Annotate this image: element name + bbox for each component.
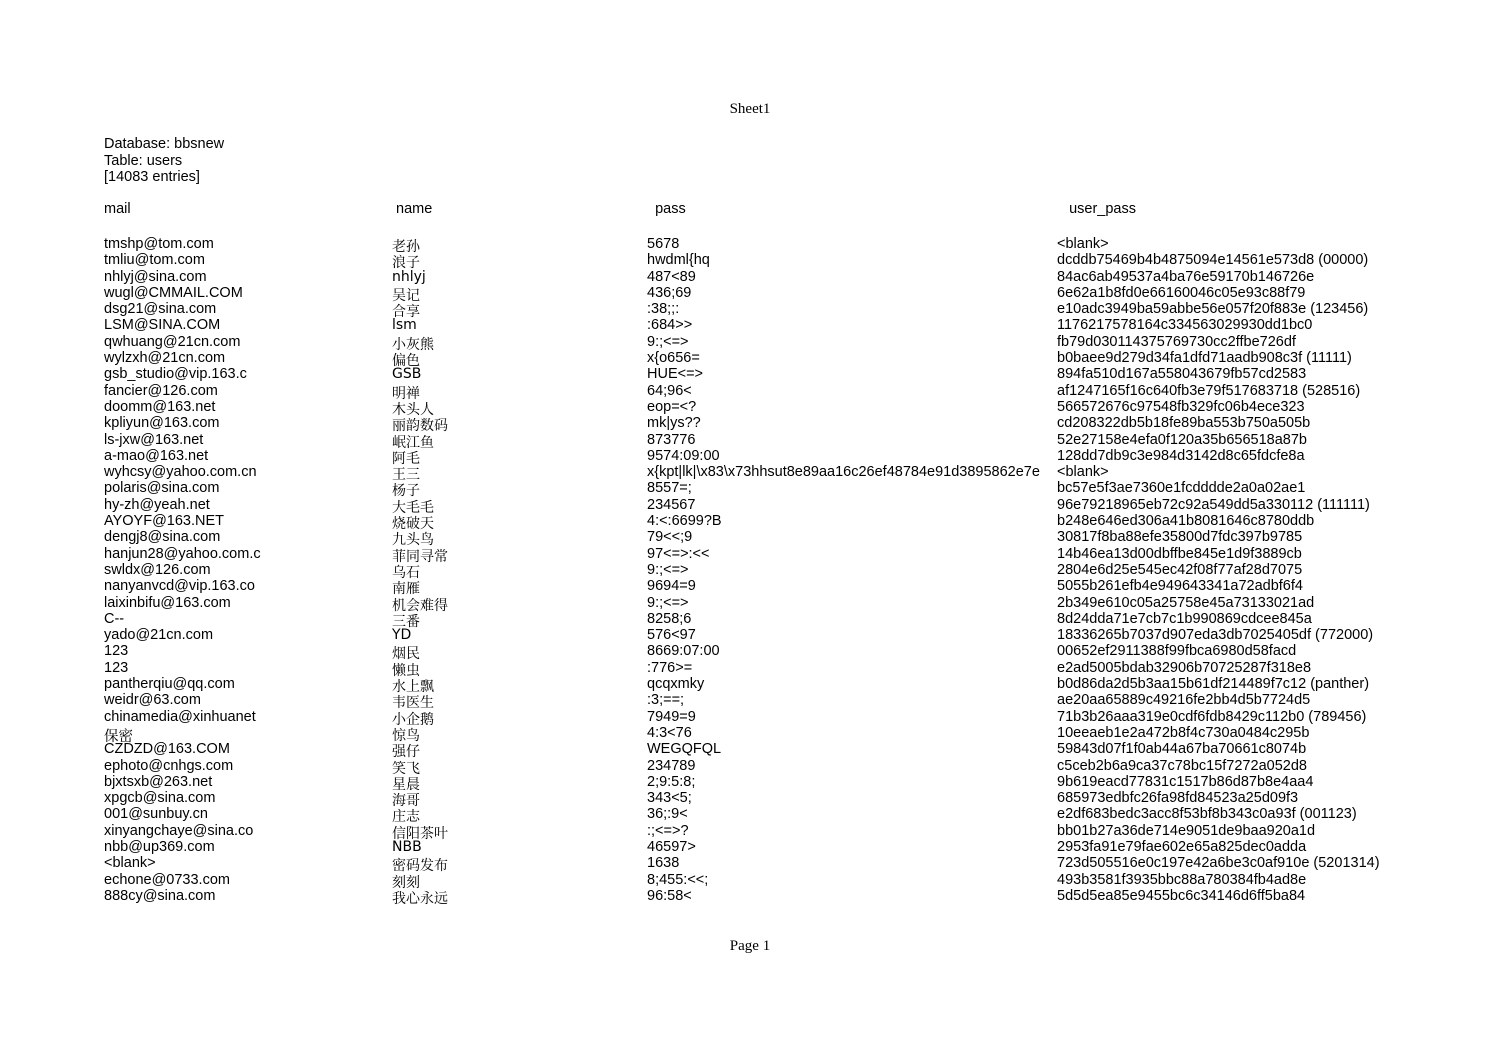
data-table: [104, 201, 1444, 907]
cell-name: 偏色: [392, 353, 420, 370]
cell-pass: 234567: [647, 496, 696, 513]
cell-mail: laixinbifu@163.com: [104, 594, 231, 611]
cell-pass: 9:;<=>: [647, 594, 689, 611]
table-row: [104, 480, 1444, 500]
cell-mail: tmshp@tom.com: [104, 236, 214, 252]
table-row: [104, 464, 1444, 484]
cell-mail: 888cy@sina.com: [104, 887, 216, 904]
table-row: [104, 708, 1444, 728]
table-row: [104, 887, 1444, 907]
table-row: [104, 496, 1444, 516]
table-row: [104, 855, 1444, 875]
cell-name: 惊鸟: [392, 727, 420, 744]
table-row: [104, 561, 1444, 581]
cell-user-pass: 30817f8ba88efe35800d7fdc397b9785: [1057, 529, 1303, 546]
table-row: [104, 398, 1444, 418]
sheet-title: Sheet1: [729, 101, 771, 117]
cell-name: 丽韵数码: [392, 418, 448, 435]
cell-pass: 36;:9<: [647, 806, 688, 823]
cell-pass: 64;96<: [647, 382, 692, 399]
cell-mail: wylzxh@21cn.com: [104, 350, 226, 367]
column-header-mail: mail: [104, 201, 131, 217]
database-label: Database: bbsnew: [104, 136, 225, 152]
cell-pass: hwdml{hq: [647, 252, 710, 269]
cell-name: 韦医生: [392, 695, 434, 712]
cell-name: 九头鸟: [392, 532, 434, 549]
table-row: [104, 333, 1444, 353]
cell-user-pass: 566572676c97548fb329fc06b4ece323: [1057, 398, 1305, 415]
cell-user-pass: e10adc3949ba59abbe56e057f20f883e (123456): [1057, 301, 1369, 318]
cell-mail: fancier@126.com: [104, 382, 218, 399]
cell-pass: 234789: [647, 757, 696, 774]
cell-name: 刻刻: [392, 874, 420, 891]
cell-mail: doomm@163.net: [104, 398, 216, 415]
table-row: [104, 871, 1444, 891]
cell-user-pass: 14b46ea13d00dbffbe845e1d9f3889cb: [1057, 545, 1302, 562]
table-row: [104, 284, 1444, 304]
column-header-name: name: [396, 201, 433, 217]
table-row: [104, 366, 1444, 382]
cell-user-pass: 6e62a1b8fd0e66160046c05e93c88f79: [1057, 284, 1306, 301]
cell-user-pass: af1247165f16c640fb3e79f517683718 (528516): [1057, 382, 1361, 399]
cell-name: 懒虫: [392, 662, 420, 679]
cell-name: 笑飞: [392, 760, 420, 777]
cell-mail: ephoto@cnhgs.com: [104, 757, 234, 774]
cell-name: 岷江鱼: [392, 434, 434, 451]
cell-mail: dsg21@sina.com: [104, 301, 217, 318]
cell-name: GSB: [392, 366, 422, 383]
cell-pass: 4:3<76: [647, 724, 692, 741]
cell-name: 庄志: [392, 809, 420, 826]
cell-pass: HUE<=>: [647, 366, 704, 383]
column-header-pass: pass: [655, 201, 686, 217]
cell-pass: 9:;<=>: [647, 561, 689, 578]
cell-mail: wugl@CMMAIL.COM: [104, 284, 243, 301]
cell-user-pass: b0d86da2d5b3aa15b61df214489f7c12 (panther): [1057, 676, 1370, 693]
table-row: [104, 790, 1444, 810]
cell-pass: 487<89: [647, 268, 696, 285]
cell-name: 明禅: [392, 385, 420, 402]
table-row: [104, 252, 1444, 272]
cell-mail: 123: [104, 643, 129, 660]
cell-mail: 123: [104, 659, 129, 676]
cell-user-pass: 9b619eacd77831c1517b86d87b8e4aa4: [1057, 773, 1314, 790]
cell-pass: 343<5;: [647, 790, 692, 807]
cell-user-pass: 59843d07f1f0ab44a67ba70661c8074b: [1057, 741, 1307, 758]
table-label: Table: users: [104, 152, 183, 169]
cell-mail: xinyangchaye@sina.co: [104, 822, 254, 839]
cell-name: 密码发布: [392, 858, 448, 875]
cell-user-pass: e2df683bedc3acc8f53bf8b343c0a93f (001123): [1057, 806, 1357, 823]
cell-pass: 9:;<=>: [647, 333, 689, 350]
cell-mail: CZDZD@163.COM: [104, 741, 230, 758]
cell-user-pass: <blank>: [1057, 236, 1109, 252]
table-header-row: [104, 201, 1444, 236]
cell-mail: nbb@up369.com: [104, 838, 215, 855]
table-row: [104, 269, 1444, 285]
cell-mail: pantherqiu@qq.com: [104, 676, 235, 693]
table-row: [104, 627, 1444, 643]
cell-user-pass: 128dd7db9c3e984d3142d8c65fdcfe8a: [1057, 447, 1305, 464]
cell-pass: 8;455:<<;: [647, 871, 709, 888]
cell-user-pass: b0baee9d279d34fa1dfd71aadb908c3f (11111): [1057, 350, 1352, 367]
cell-pass: x{kpt|lk|\x83\x73hhsut8e89aa16c26ef48784e91d3895862e7e: [647, 464, 1040, 481]
table-row: [104, 806, 1444, 826]
cell-mail: AYOYF@163.NET: [104, 513, 225, 530]
cell-pass: mk|ys??: [647, 415, 701, 432]
cell-name: 烟民: [392, 646, 420, 663]
cell-name: 吴记: [392, 287, 420, 304]
cell-user-pass: cd208322db5b18fe89ba553b750a505b: [1057, 415, 1311, 432]
entries-count: [14083 entries]: [104, 169, 200, 185]
cell-name: 海哥: [392, 793, 420, 810]
table-row: [104, 545, 1444, 565]
cell-user-pass: c5ceb2b6a9ca37c78bc15f7272a052d8: [1057, 757, 1307, 774]
table-row: [104, 692, 1444, 712]
cell-user-pass: 2953fa91e79fae602e65a825dec0adda: [1057, 838, 1307, 855]
cell-user-pass: 10eeaeb1e2a472b8f4c730a0484c295b: [1057, 724, 1310, 741]
cell-pass: qcqxmky: [647, 676, 705, 693]
cell-name: 杨子: [392, 483, 420, 500]
cell-name: 星晨: [392, 776, 420, 793]
cell-name: 合享: [392, 304, 420, 321]
table-row: [104, 839, 1444, 855]
cell-pass: x{o656=: [647, 350, 700, 367]
cell-user-pass: 8d24dda71e7cb7c1b990869cdcee845a: [1057, 610, 1312, 627]
cell-user-pass: 00652ef2911388f99fbca6980d58facd: [1057, 643, 1297, 660]
cell-name: 我心永远: [392, 890, 448, 907]
table-row: [104, 513, 1444, 533]
cell-pass: 46597>: [647, 838, 696, 855]
cell-name: 小灰熊: [392, 336, 434, 353]
table-row: [104, 773, 1444, 793]
cell-pass: 5678: [647, 236, 680, 252]
cell-mail: qwhuang@21cn.com: [104, 333, 241, 350]
cell-name: 木头人: [392, 401, 434, 418]
cell-pass: WEGQFQL: [647, 741, 722, 758]
cell-name: 南雁: [392, 581, 420, 598]
cell-pass: 8669:07:00: [647, 643, 720, 660]
cell-mail: nanyanvcd@vip.163.co: [104, 578, 255, 595]
table-row: [104, 431, 1444, 451]
table-row: [104, 382, 1444, 402]
cell-name: 大毛毛: [392, 499, 434, 516]
cell-pass: 1638: [647, 855, 680, 872]
cell-pass: 436;69: [647, 284, 692, 301]
cell-user-pass: 96e79218965eb72c92a549dd5a330112 (111111): [1057, 496, 1370, 513]
cell-mail: bjxtsxb@263.net: [104, 773, 213, 790]
table-row: [104, 447, 1444, 467]
cell-mail: LSM@SINA.COM: [104, 317, 221, 334]
cell-pass: :3;==;: [647, 692, 685, 709]
table-row: [104, 757, 1444, 777]
cell-name: YD: [392, 627, 412, 644]
cell-mail: hanjun28@yahoo.com.c: [104, 545, 261, 562]
cell-pass: 97<=>:<<: [647, 545, 710, 562]
table-row: [104, 610, 1444, 630]
cell-user-pass: 52e27158e4efa0f120a35b656518a87b: [1057, 431, 1307, 448]
cell-mail: yado@21cn.com: [104, 627, 214, 644]
cell-name: NBB: [392, 838, 422, 855]
cell-mail: gsb_studio@vip.163.c: [104, 366, 247, 383]
cell-mail: chinamedia@xinhuanet: [104, 708, 256, 725]
cell-mail: tmliu@tom.com: [104, 252, 205, 269]
cell-pass: 96:58<: [647, 887, 692, 904]
cell-user-pass: 493b3581f3935bbc88a780384fb4ad8e: [1057, 871, 1307, 888]
cell-mail: swldx@126.com: [104, 561, 211, 578]
cell-user-pass: 723d505516e0c197e42a6be3c0af910e (5201314): [1057, 855, 1380, 872]
cell-mail: weidr@63.com: [104, 692, 201, 709]
table-body: [104, 236, 1444, 907]
cell-mail: polaris@sina.com: [104, 480, 220, 497]
table-row: [104, 659, 1444, 679]
cell-pass: 7949=9: [647, 708, 696, 725]
table-row: [104, 317, 1444, 333]
cell-user-pass: bc57e5f3ae7360e1fcdddde2a0a02ae1: [1057, 480, 1306, 497]
cell-name: 水上飘: [392, 679, 434, 696]
table-row: [104, 578, 1444, 598]
cell-pass: 8258;6: [647, 610, 692, 627]
cell-mail: dengj8@sina.com: [104, 529, 221, 546]
cell-name: 三番: [392, 613, 420, 630]
cell-name: 烧破天: [392, 516, 434, 533]
cell-name: nhlyj: [392, 268, 426, 285]
cell-pass: 9574:09:00: [647, 447, 720, 464]
cell-mail: hy-zh@yeah.net: [104, 496, 210, 513]
cell-pass: 2;9:5:8;: [647, 773, 696, 790]
table-row: [104, 594, 1444, 614]
table-row: [104, 236, 1444, 255]
cell-user-pass: fb79d030114375769730cc2ffbe726df: [1057, 333, 1296, 350]
cell-user-pass: 2804e6d25e545ec42f08f77af28d7075: [1057, 561, 1303, 578]
cell-name: 机会难得: [392, 597, 448, 614]
cell-user-pass: dcddb75469b4b4875094e14561e573d8 (00000): [1057, 252, 1369, 269]
cell-mail: 保密: [104, 728, 133, 745]
cell-user-pass: 894fa510d167a558043679fb57cd2583: [1057, 366, 1307, 383]
cell-pass: 8557=;: [647, 480, 692, 497]
cell-user-pass: 18336265b7037d907eda3db7025405df (772000): [1057, 627, 1374, 644]
table-row: [104, 822, 1444, 842]
cell-user-pass: 84ac6ab49537a4ba76e59170b146726e: [1057, 268, 1315, 285]
cell-name: 王三: [392, 467, 420, 484]
cell-mail: kpliyun@163.com: [104, 415, 220, 432]
column-header-user-pass: user_pass: [1069, 201, 1136, 217]
cell-mail: nhlyj@sina.com: [104, 268, 207, 285]
cell-user-pass: b248e646ed306a41b8081646c8780ddb: [1057, 513, 1315, 530]
cell-user-pass: 2b349e610c05a25758e45a73133021ad: [1057, 594, 1315, 611]
table-row: [104, 741, 1444, 761]
table-row: [104, 350, 1444, 370]
cell-name: 小企鹅: [392, 711, 434, 728]
cell-pass: eop=<?: [647, 398, 697, 415]
cell-name: 老孙: [392, 239, 420, 255]
cell-name: 阿毛: [392, 450, 420, 467]
cell-user-pass: e2ad5005bdab32906b70725287f318e8: [1057, 659, 1312, 676]
cell-pass: :776>=: [647, 659, 693, 676]
cell-user-pass: bb01b27a36de714e9051de9baa920a1d: [1057, 822, 1316, 839]
cell-user-pass: 685973edbfc26fa98fd84523a25d09f3: [1057, 790, 1299, 807]
cell-name: 强仔: [392, 744, 420, 761]
table-row: [104, 301, 1444, 321]
cell-user-pass: 71b3b26aaa319e0cdf6fdb8429c112b0 (789456): [1057, 708, 1367, 725]
cell-name: 浪子: [392, 255, 420, 272]
cell-mail: ls-jxw@163.net: [104, 431, 204, 448]
table-row: [104, 676, 1444, 696]
cell-name: 乌石: [392, 564, 420, 581]
cell-pass: :38;;:: [647, 301, 680, 318]
table-row: [104, 724, 1444, 745]
cell-pass: 79<<;9: [647, 529, 693, 546]
cell-user-pass: 5d5d5ea85e9455bc6c34146d6ff5ba84: [1057, 887, 1306, 904]
cell-user-pass: ae20aa65889c49216fe2bb4d5b7724d5: [1057, 692, 1311, 709]
cell-pass: 873776: [647, 431, 696, 448]
cell-pass: :684>>: [647, 317, 693, 334]
cell-pass: :;<=>?: [647, 822, 689, 839]
cell-name: 菲同寻常: [392, 548, 448, 565]
cell-pass: 9694=9: [647, 578, 696, 595]
page-footer: Page 1: [729, 938, 771, 954]
cell-mail: wyhcsy@yahoo.com.cn: [104, 464, 257, 481]
table-row: [104, 529, 1444, 549]
cell-pass: 4:<:6699?B: [647, 513, 722, 530]
cell-mail: C--: [104, 610, 125, 627]
cell-mail: a-mao@163.net: [104, 447, 209, 464]
cell-name: 信阳茶叶: [392, 825, 448, 842]
table-row: [104, 643, 1444, 663]
cell-user-pass: <blank>: [1057, 464, 1109, 481]
cell-name: lsm: [392, 317, 417, 334]
cell-pass: 576<97: [647, 627, 696, 644]
cell-mail: 001@sunbuy.cn: [104, 806, 208, 823]
cell-user-pass: 1176217578164c334563029930dd1bc0: [1057, 317, 1313, 334]
table-row: [104, 415, 1444, 435]
cell-user-pass: 5055b261efb4e949643341a72adbf6f4: [1057, 578, 1303, 595]
cell-mail: <blank>: [104, 855, 156, 872]
cell-mail: echone@0733.com: [104, 871, 230, 888]
metadata-block: [104, 136, 224, 186]
cell-mail: xpgcb@sina.com: [104, 790, 216, 807]
